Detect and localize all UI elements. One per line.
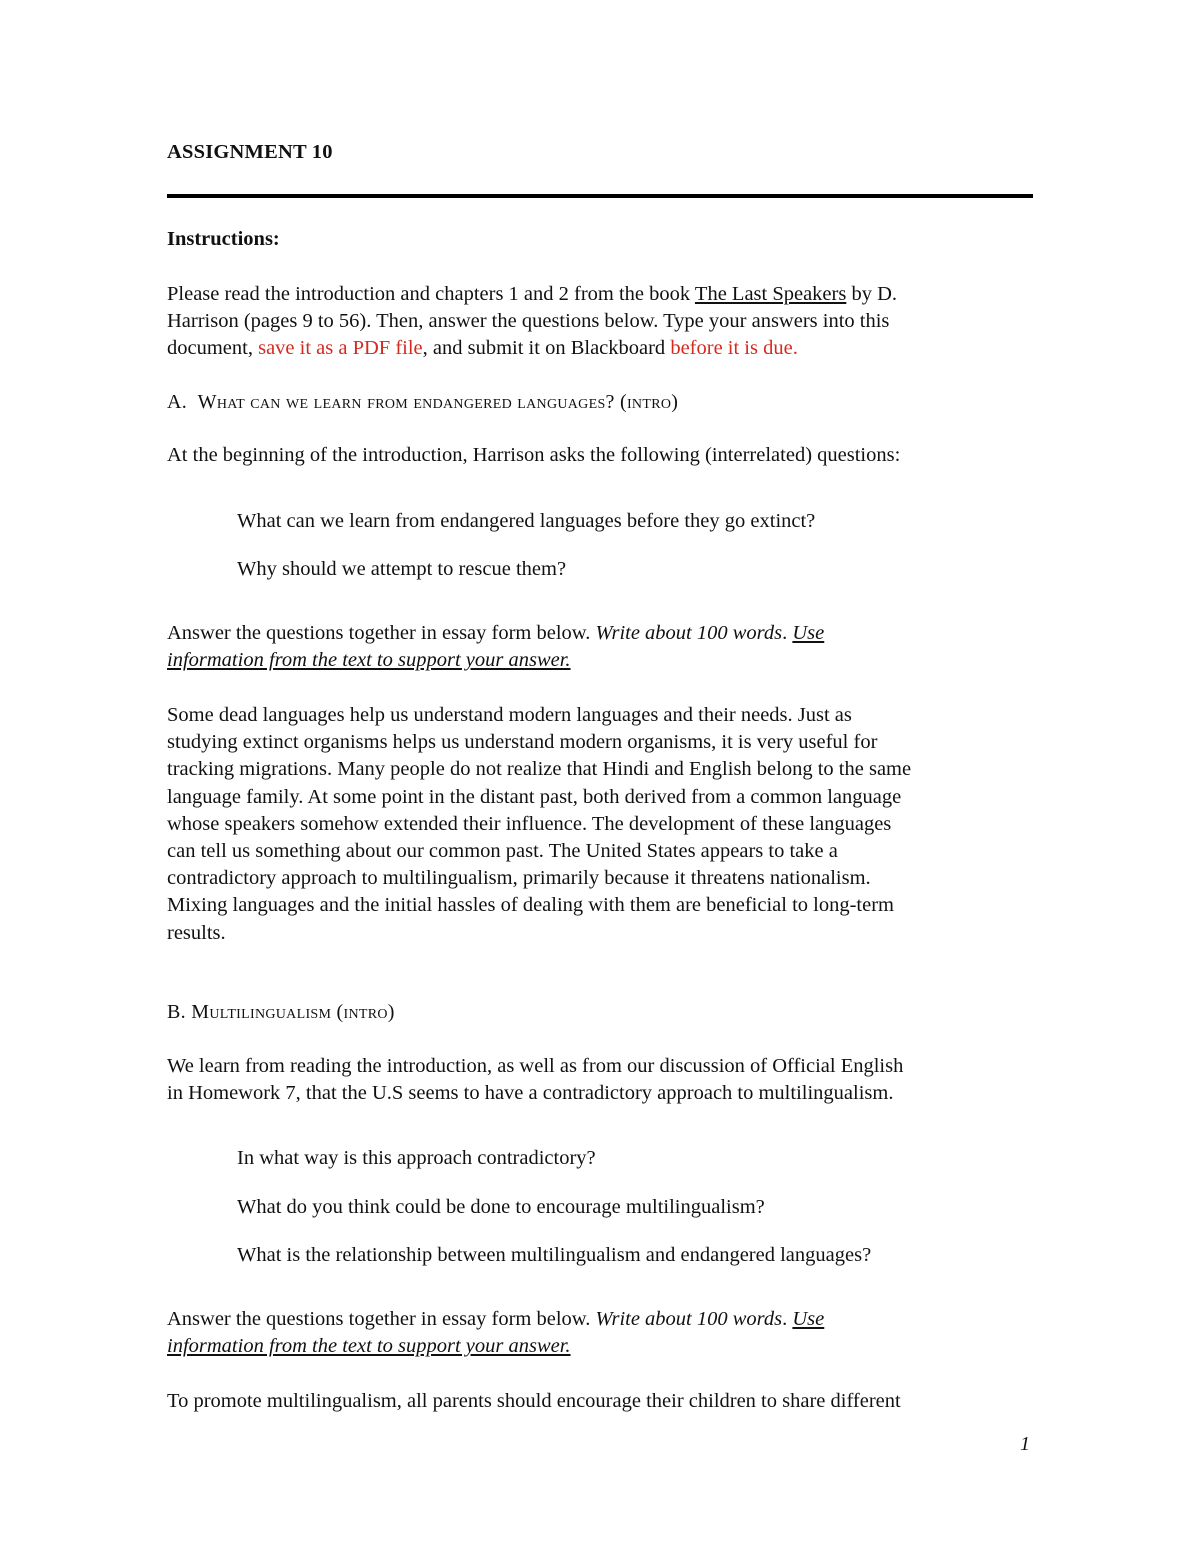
- section-b-question: [205, 1196, 765, 1219]
- question-text: What can we learn from endangered languages before they go extinct?: [237, 510, 816, 532]
- section-a-letter: A.: [167, 391, 188, 413]
- prompt-use: Use: [792, 622, 825, 644]
- answer-line: studying extinct organisms helps us understand modern organisms, it is very useful for: [167, 731, 878, 754]
- answer-line: whose speakers somehow extended their influence. The development of these languages: [167, 812, 892, 835]
- section-a-answer[interactable]: [167, 702, 1047, 947]
- assignment-title: ASSIGNMENT 10: [167, 141, 333, 163]
- section-a-heading: [167, 391, 678, 414]
- section-b-question: [205, 1147, 596, 1170]
- question-text: What is the relationship between multilingualism and endangered languages?: [237, 1244, 872, 1266]
- section-a-prompt: [167, 620, 1047, 674]
- section-b-answer[interactable]: [167, 1388, 1047, 1415]
- prompt-text: .: [782, 1308, 793, 1330]
- prompt-text: .: [782, 622, 793, 644]
- instructions-line-1: [167, 281, 1047, 308]
- book-title: The Last Speakers: [694, 283, 847, 305]
- instructions-text: , and submit it on Blackboard: [422, 337, 671, 360]
- section-a-question: [205, 558, 566, 581]
- section-b-heading: [167, 1001, 395, 1024]
- prompt-text: Answer the questions together in essay form below.: [167, 622, 596, 644]
- instructions-text: Please read the introduction and chapters 1 and 2 from the book: [167, 283, 695, 305]
- due-note: before it is due.: [670, 337, 798, 360]
- section-a-lead: At the beginning of the introduction, Harrison asks the following (interrelated) questions:: [167, 444, 901, 466]
- question-text: In what way is this approach contradictory?: [237, 1147, 596, 1169]
- answer-line: Mixing languages and the initial hassles of dealing with them are beneficial to long-term: [167, 894, 894, 917]
- section-b-letter: B.: [167, 1001, 186, 1023]
- prompt-line-1: [167, 620, 1047, 647]
- section-b-question: [205, 1244, 871, 1267]
- title-divider: [167, 194, 1033, 198]
- answer-line: can tell us something about our common past. The United States appears to take a: [167, 840, 838, 863]
- prompt-line-2: information from the text to support your answer.: [167, 649, 571, 672]
- section-b-title: Multilingualism (intro): [191, 1001, 395, 1023]
- instructions-text: document,: [167, 337, 259, 360]
- answer-line: results.: [167, 921, 226, 944]
- page-number: 1: [1020, 1433, 1030, 1455]
- instructions-paragraph: [167, 281, 1047, 363]
- section-b-lead: [167, 1053, 1047, 1107]
- section-a-title: What can we learn from endangered languages? (intro): [197, 391, 679, 413]
- prompt-text: Answer the questions together in essay form below.: [167, 1308, 596, 1330]
- prompt-word-count: Write about 100 words: [595, 622, 783, 644]
- lead-line: in Homework 7, that the U.S seems to have a contradictory approach to multilingualism.: [167, 1082, 894, 1105]
- answer-line: Some dead languages help us understand modern languages and their needs. Just as: [167, 704, 852, 726]
- question-text: Why should we attempt to rescue them?: [237, 558, 567, 580]
- answer-line: tracking migrations. Many people do not realize that Hindi and English belong to the same: [167, 758, 912, 781]
- section-b-prompt: [167, 1306, 1047, 1360]
- instructions-heading: Instructions:: [167, 228, 280, 250]
- prompt-word-count: Write about 100 words: [595, 1308, 783, 1330]
- section-a-question: [205, 510, 815, 533]
- instructions-text: by D.: [846, 283, 898, 305]
- save-pdf-note: save it as a PDF file: [258, 337, 423, 360]
- prompt-line-2: information from the text to support your answer.: [167, 1335, 571, 1358]
- question-text: What do you think could be done to encourage multilingualism?: [237, 1196, 765, 1218]
- answer-line: contradictory approach to multilingualism, primarily because it threatens nationalism.: [167, 867, 871, 890]
- instructions-line-2: Harrison (pages 9 to 56). Then, answer the questions below. Type your answers into this: [167, 310, 890, 333]
- lead-line: We learn from reading the introduction, as well as from our discussion of Official English: [167, 1055, 904, 1077]
- answer-line: To promote multilingualism, all parents should encourage their children to share different: [167, 1390, 901, 1412]
- instructions-line-3: [167, 335, 1047, 362]
- prompt-line-1: [167, 1306, 1047, 1333]
- prompt-use: Use: [792, 1308, 825, 1330]
- answer-line: language family. At some point in the distant past, both derived from a common language: [167, 785, 902, 808]
